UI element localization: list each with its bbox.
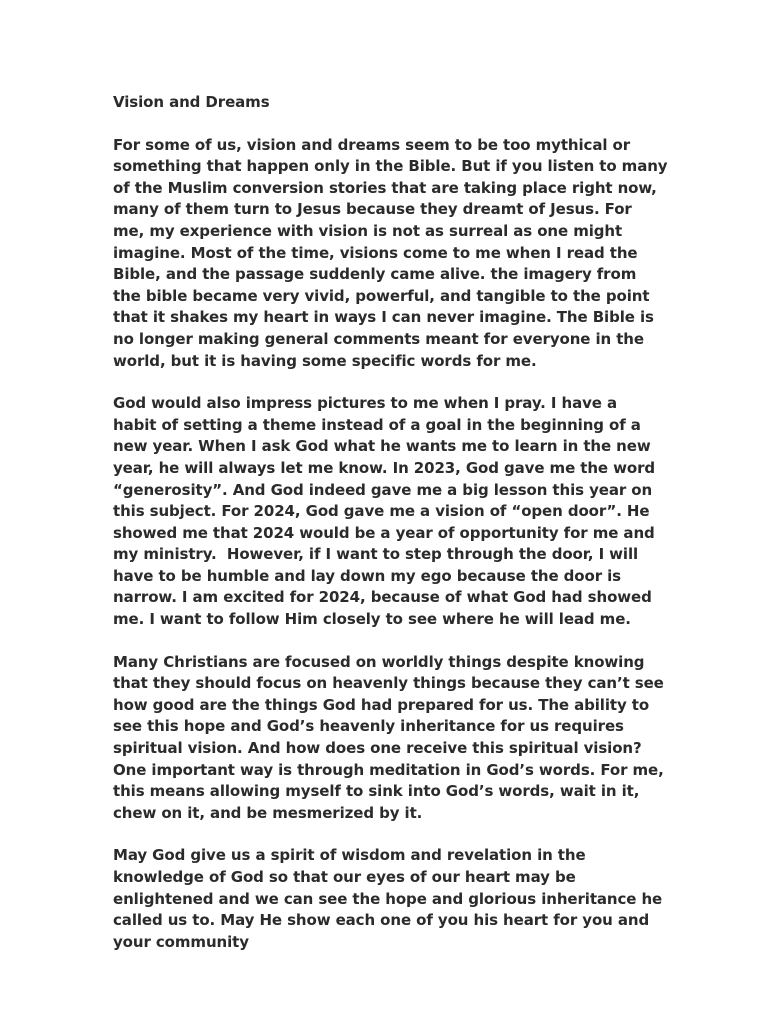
document-title: Vision and Dreams [113, 93, 270, 111]
text-line: showed me that 2024 would be a year of opportunity for me and [113, 523, 655, 542]
text-line: For some of us, vision and dreams seem to be too mythical or [113, 135, 631, 154]
text-line: see this hope and God’s heavenly inheritance for us requires [113, 717, 624, 736]
text-line: new year. When I ask God what he wants me to learn in the new [113, 437, 651, 456]
text-line: me, my experience with vision is not as surreal as one might [113, 221, 623, 240]
document-body [113, 135, 673, 954]
text-line: my ministry. However, if I want to step through the door, I will [113, 545, 639, 564]
text-line: this means allowing myself to sink into God’s words, wait in it, [113, 782, 640, 801]
text-line: your community [113, 932, 249, 951]
text-line: the bible became very vivid, powerful, and tangible to the point [113, 286, 650, 305]
text-line: of the Muslim conversion stories that are taking place right now, [113, 178, 657, 197]
text-line: God would also impress pictures to me when I pray. I have a [113, 394, 617, 413]
text-line: something that happen only in the Bible. But if you listen to many [113, 157, 668, 176]
text-line: that it shakes my heart in ways I can never imagine. The Bible is [113, 308, 654, 327]
text-line: imagine. Most of the time, visions come to me when I read the [113, 243, 638, 262]
text-line: Many Christians are focused on worldly things despite knowing [113, 652, 645, 671]
text-line: spiritual vision. And how does one receive this spiritual vision? [113, 739, 642, 758]
paragraph [113, 652, 673, 825]
paragraph [113, 393, 673, 631]
document-page [113, 92, 673, 974]
text-line: narrow. I am excited for 2024, because of what God had showed [113, 588, 652, 607]
text-line: me. I want to follow Him closely to see where he will lead me. [113, 610, 631, 629]
text-line: world, but it is having some specific words for me. [113, 351, 537, 370]
text-line: knowledge of God so that our eyes of our heart may be [113, 868, 576, 886]
paragraph [113, 135, 673, 373]
text-line: year, he will always let me know. In 2023, God gave me the word [113, 458, 656, 477]
text-line: habit of setting a theme instead of a goal in the beginning of a [113, 415, 641, 434]
text-line: no longer making general comments meant for everyone in the [113, 329, 644, 348]
text-line: that they should focus on heavenly things because they can’t see [113, 674, 664, 693]
text-line: this subject. For 2024, God gave me a vision of “open door”. He [113, 502, 650, 521]
text-line: “generosity”. And God indeed gave me a big lesson this year on [113, 480, 653, 499]
text-line: Bible, and the passage suddenly came alive. the imagery from [113, 265, 637, 284]
text-line: enlightened and we can see the hope and glorious inheritance he [113, 889, 663, 908]
paragraph [113, 845, 673, 953]
text-line: how good are the things God had prepared for us. The ability to [113, 695, 650, 714]
text-line: many of them turn to Jesus because they dreamt of Jesus. For [113, 200, 632, 219]
text-line: have to be humble and lay down my ego because the door is [113, 566, 622, 585]
text-line: One important way is through meditation in God’s words. For me, [113, 760, 664, 779]
text-line: called us to. May He show each one of you his heart for you and [113, 911, 650, 930]
text-line: May God give us a spirit of wisdom and revelation in the [113, 846, 586, 865]
text-line: chew on it, and be mesmerized by it. [113, 803, 423, 822]
